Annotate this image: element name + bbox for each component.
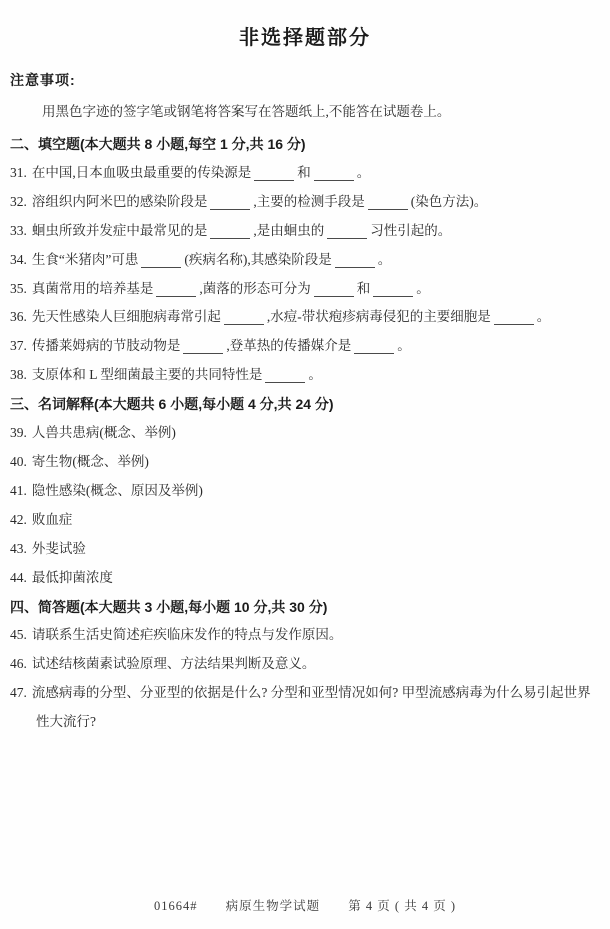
- question-text: 。: [308, 367, 322, 383]
- question-number: 36.: [10, 309, 27, 325]
- question-number: 44.: [10, 569, 27, 585]
- question-number: 45.: [10, 627, 27, 643]
- question-number: 38.: [10, 367, 27, 383]
- question-text: (染色方法)。: [410, 193, 488, 209]
- question-line: [10, 477, 602, 506]
- answer-blank: [314, 169, 354, 181]
- page-title: 非选择题部分: [239, 27, 371, 49]
- answer-blank: [224, 313, 264, 325]
- question-line: [10, 564, 602, 593]
- notice-text: 用黑色字迹的签字笔或钢笔将答案写在答题纸上,不能答在试题卷上。: [42, 104, 451, 119]
- question-number: 46.: [10, 656, 27, 672]
- question-line: [10, 361, 602, 390]
- question-text: 人兽共患病(概念、举例): [31, 425, 176, 441]
- section-heading: 四、简答题(本大题共 3 小题,每小题 10 分,共 30 分): [10, 598, 328, 615]
- question-number: 41.: [10, 482, 27, 498]
- question-line: [10, 621, 602, 650]
- notice-heading: 注意事项:: [10, 72, 76, 88]
- question-text: ,菌落的形态可分为: [199, 280, 311, 296]
- question-text: 。: [416, 280, 430, 296]
- content: [10, 130, 602, 737]
- question-number: 31.: [10, 164, 27, 180]
- section-heading: 三、名词解释(本大题共 6 小题,每小题 4 分,共 24 分): [10, 396, 334, 413]
- question-text: 习性引起的。: [370, 222, 452, 238]
- question-line: [10, 332, 602, 361]
- question-text: 在中国,日本血吸虫最重要的传染源是: [31, 164, 252, 180]
- answer-blank: [354, 342, 394, 354]
- question-number: 34.: [10, 251, 27, 267]
- answer-blank: [335, 256, 375, 268]
- question-number: 37.: [10, 338, 27, 354]
- question-text: 传播莱姆病的节肢动物是: [31, 338, 181, 354]
- question-text: 最低抑菌浓度: [31, 569, 113, 585]
- question-text: 先天性感染人巨细胞病毒常引起: [31, 309, 221, 325]
- question-text: 和: [297, 164, 311, 180]
- question-text: 支原体和 L 型细菌最主要的共同特性是: [31, 367, 263, 383]
- question-line: [10, 217, 602, 246]
- answer-blank: [141, 256, 181, 268]
- question-text: 。: [356, 164, 371, 180]
- question-text: 败血症: [31, 511, 73, 527]
- answer-blank: [210, 198, 250, 210]
- question-text: ,水痘-带状疱疹病毒侵犯的主要细胞是: [266, 309, 491, 325]
- question-line: [10, 303, 602, 332]
- answer-blank: [373, 285, 413, 297]
- question-line: [10, 419, 602, 448]
- question-text: 真菌常用的培养基是: [31, 280, 154, 296]
- answer-blank: [368, 198, 408, 210]
- question-line: [10, 246, 602, 275]
- question-text: ,登革热的传播媒介是: [226, 338, 352, 354]
- answer-blank: [265, 371, 305, 383]
- question-number: 39.: [10, 425, 27, 441]
- question-line: [10, 535, 602, 564]
- question-line: [10, 506, 602, 535]
- question-line: [10, 188, 602, 217]
- answer-blank: [327, 227, 367, 239]
- question-text: 和: [356, 280, 371, 296]
- footer-page-number: 第 4 页 ( 共 4 页 ): [348, 899, 456, 913]
- footer-exam-code: 01664#: [154, 899, 198, 913]
- question-text: (疾病名称),其感染阶段是: [184, 251, 332, 267]
- question-number: 32.: [10, 193, 27, 209]
- question-text: 。: [377, 251, 392, 267]
- question-text: 隐性感染(概念、原因及举例): [31, 482, 203, 498]
- answer-blank: [494, 313, 534, 325]
- answer-blank: [254, 169, 294, 181]
- question-text: 请联系生活史简述疟疾临床发作的特点与发作原因。: [31, 627, 343, 643]
- question-text: 寄生物(概念、举例): [31, 453, 149, 469]
- question-text: 外斐试验: [31, 540, 86, 556]
- question-line: [10, 448, 602, 477]
- question-line: [10, 275, 602, 304]
- question-line: [10, 650, 602, 679]
- question-text: 。: [536, 309, 551, 325]
- answer-blank: [156, 285, 196, 297]
- question-number: 35.: [10, 280, 27, 296]
- question-number: 33.: [10, 222, 27, 238]
- question-text: 生食“米猪肉”可患: [31, 251, 139, 267]
- question-text: 流感病毒的分型、分亚型的依据是什么? 分型和亚型情况如何? 甲型流感病毒为什么易引起世界性大流行?: [31, 685, 591, 730]
- section-heading: 二、填空题(本大题共 8 小题,每空 1 分,共 16 分): [10, 136, 306, 152]
- question-line: [10, 679, 602, 737]
- question-text: 溶组织内阿米巴的感染阶段是: [31, 193, 208, 209]
- question-text: 试述结核菌素试验原理、方法结果判断及意义。: [31, 656, 316, 672]
- page-footer: [0, 896, 610, 914]
- question-text: ,主要的检测手段是: [253, 193, 365, 209]
- question-line: [10, 159, 602, 188]
- question-number: 42.: [10, 511, 27, 527]
- question-text: 蛔虫所致并发症中最常见的是: [31, 222, 208, 238]
- question-text: 。: [397, 338, 411, 354]
- answer-blank: [314, 285, 354, 297]
- answer-blank: [183, 342, 223, 354]
- question-number: 47.: [10, 685, 27, 701]
- answer-blank: [210, 227, 250, 239]
- question-number: 43.: [10, 540, 27, 556]
- question-text: ,是由蛔虫的: [253, 222, 325, 238]
- footer-exam-subject: 病原生物学试题: [225, 899, 321, 913]
- question-number: 40.: [10, 453, 27, 469]
